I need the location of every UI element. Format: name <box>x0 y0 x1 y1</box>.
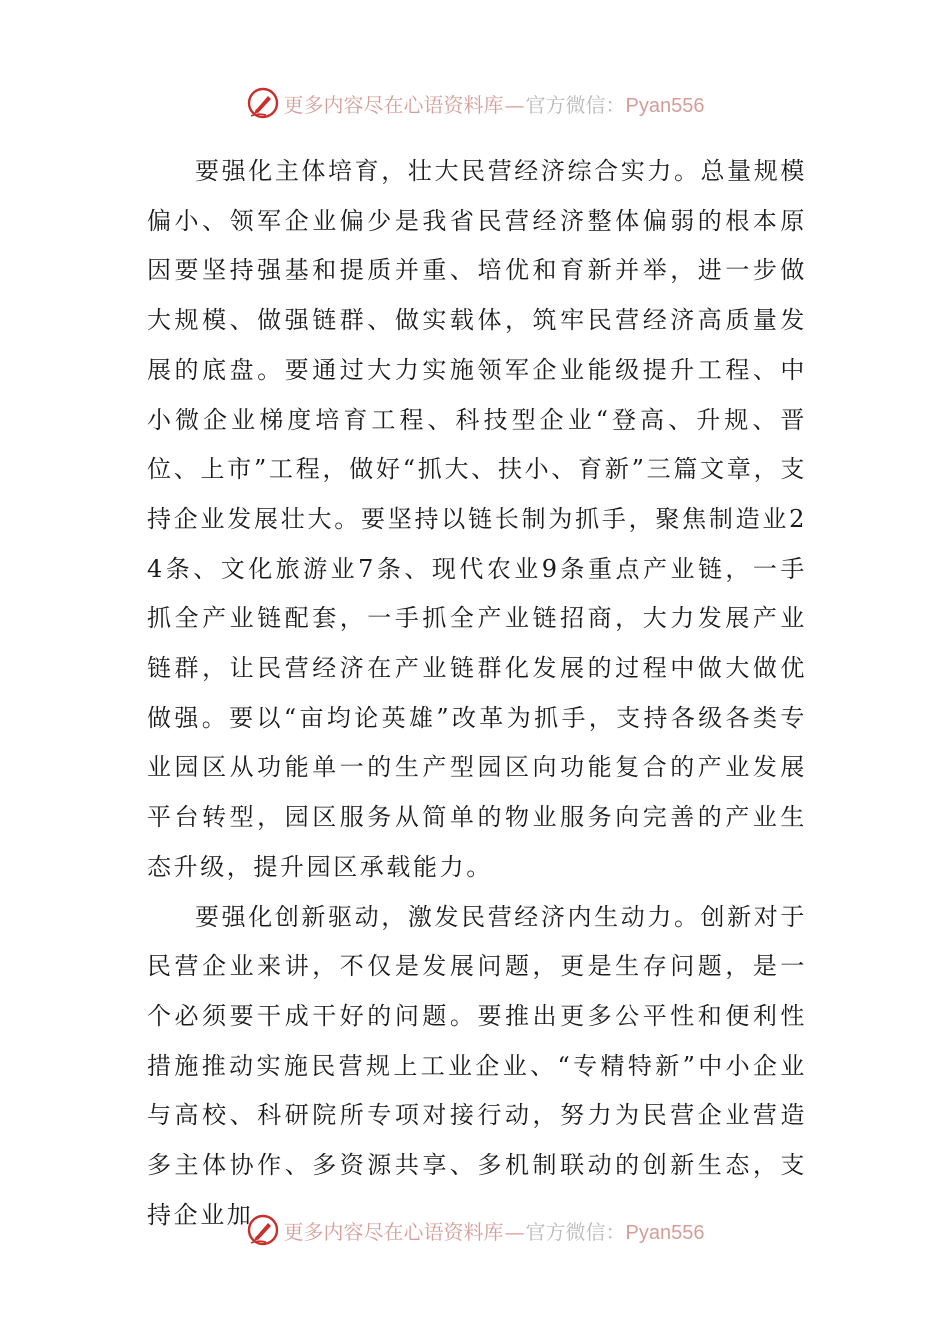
header-site-name: 更多内容尽在心语资料库 <box>283 92 504 117</box>
footer-wechat-id: Pyan556 <box>625 1221 705 1244</box>
footer-site-name: 更多内容尽在心语资料库 <box>283 1219 504 1244</box>
footer-watermark <box>0 1210 950 1250</box>
header-watermark <box>0 83 950 123</box>
paragraph-1: 要强化主体培育，壮大民营经济综合实力。总量规模偏小、领军企业偏少是我省民营经济整体偏弱的根本原因要坚持强基和提质并重、培优和育新并举，进一步做大规模、做强链群、做实载体，筑牢民营经济高质量发展的底盘。要通过大力实施领军企业能级提升工程、中小微企业梯度培育工程、科技型企业“登高、升规、晋位、上市”工程，做好“抓大、扶小、育新”三篇文章，支持企业发展壮大。要坚持以链长制为抓手，聚焦制造业24条、文化旅游业7条、现代农业9条重点产业链，一手抓全产业链配套，一手抓全产业链招商，大力发展产业链群，让民营经济在产业链群化发展的过程中做大做优做强。要以“亩均论英雄”改革为抓手，支持各级各类专业园区从功能单一的生产型园区向功能复合的产业发展平台转型，园区服务从简单的物业服务向完善的产业生态升级，提升园区承载能力。 <box>147 157 807 881</box>
footer-dash: — <box>504 1219 525 1244</box>
header-wechat-label: 官方微信： <box>525 92 626 117</box>
pen-logo-icon <box>246 86 280 120</box>
footer-wechat-label: 官方微信： <box>525 1219 626 1244</box>
pen-logo-icon <box>246 1213 280 1247</box>
paragraph-2: 要强化创新驱动，激发民营经济内生动力。创新对于民营企业来讲，不仅是发展问题，更是生存问题，是一个必须要干成干好的问题。要推出更多公平性和便利性措施推动实施民营规上工业企业、“专精特新”中小企业与高校、科研院所专项对接行动，努力为民营企业营造多主体协作、多资源共享、多机制联动的创新生态，支持企业加 <box>147 902 807 1229</box>
header-dash: — <box>504 92 525 117</box>
document-body <box>147 147 807 1240</box>
header-wechat-id: Pyan556 <box>625 94 705 117</box>
